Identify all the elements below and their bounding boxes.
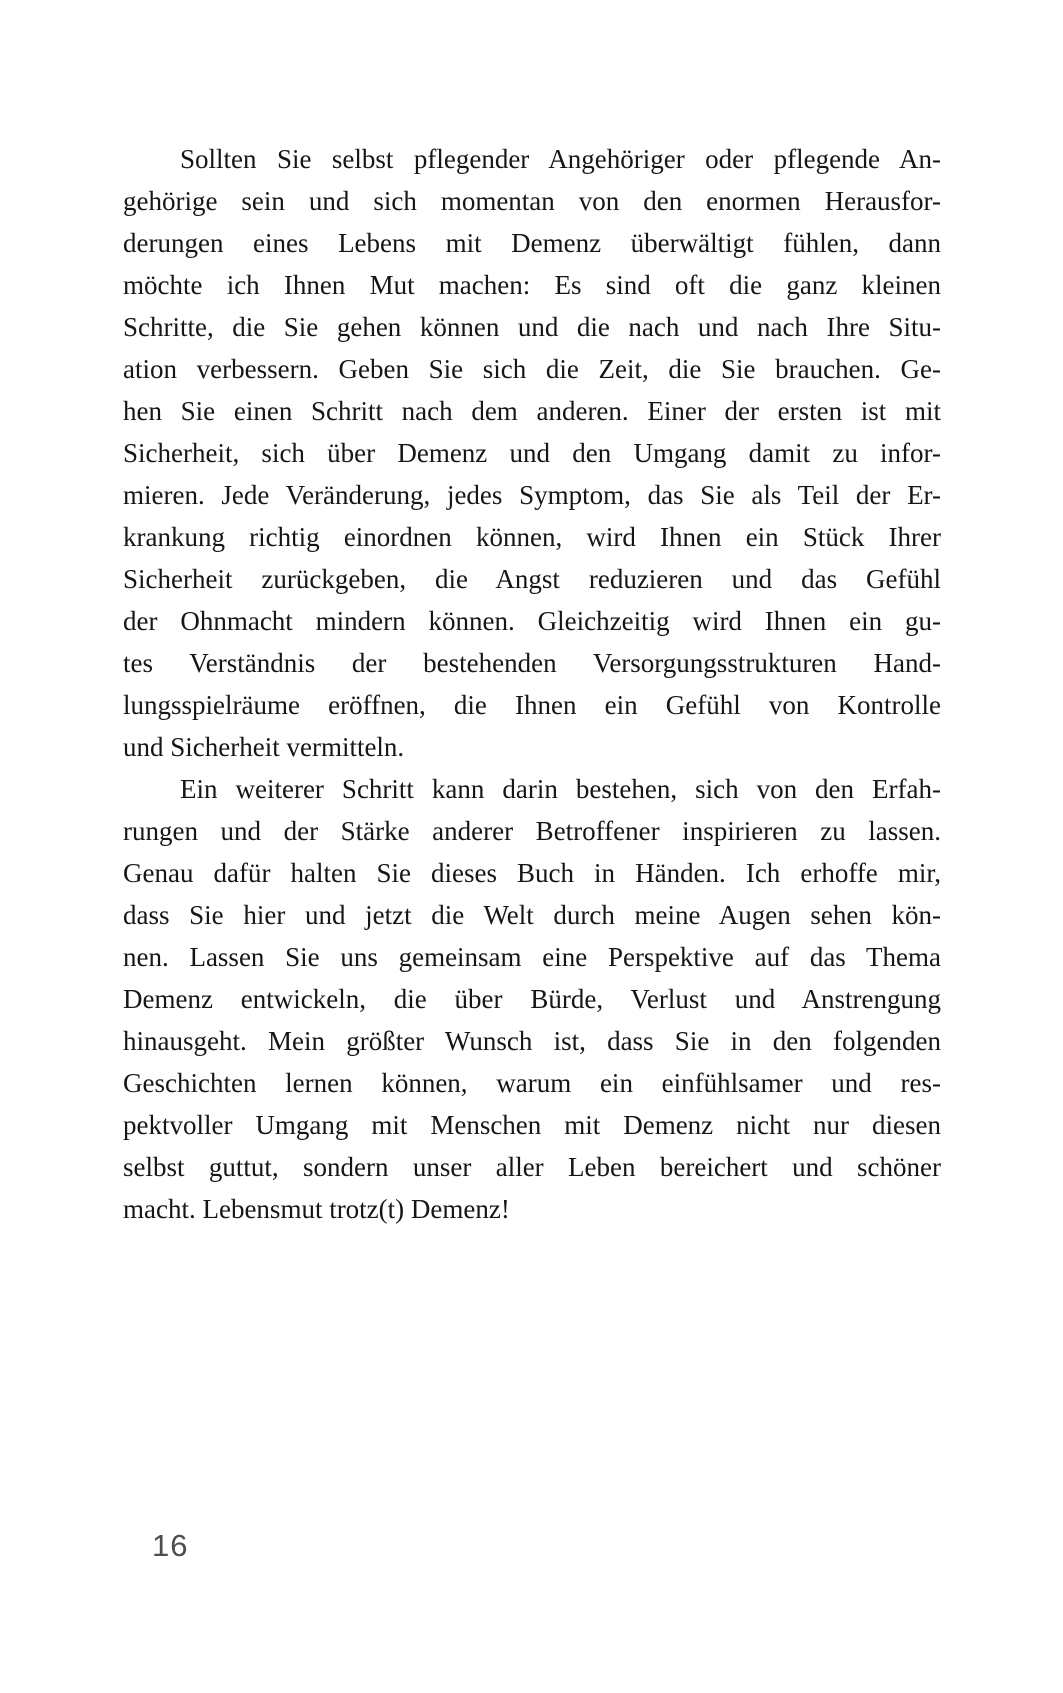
text-line: rungen und der Stärke anderer Betroffener inspirieren zu lassen. — [123, 816, 941, 846]
text-line: lungsspielräume eröffnen, die Ihnen ein Gefühl von Kontrolle — [123, 690, 941, 720]
text-line: ation verbessern. Geben Sie sich die Zeit, die Sie brauchen. Ge- — [123, 354, 941, 384]
text-line: Genau dafür halten Sie dieses Buch in Händen. Ich erhoffe mir, — [123, 858, 941, 888]
paragraph-1 — [123, 138, 941, 768]
text-line: dass Sie hier und jetzt die Welt durch meine Augen sehen kön- — [123, 900, 941, 930]
text-line: krankung richtig einordnen können, wird Ihnen ein Stück Ihrer — [123, 522, 941, 552]
text-line: gehörige sein und sich momentan von den enormen Herausfor- — [123, 186, 941, 216]
paragraph-2 — [123, 768, 941, 1230]
text-line: und Sicherheit vermitteln. — [123, 732, 405, 762]
text-line: macht. Lebensmut trotz(t) Demenz! — [123, 1194, 510, 1224]
text-line: Demenz entwickeln, die über Bürde, Verlust und Anstrengung — [123, 984, 941, 1014]
text-line: nen. Lassen Sie uns gemeinsam eine Perspektive auf das Thema — [123, 942, 941, 972]
text-line: hinausgeht. Mein größter Wunsch ist, dass Sie in den folgenden — [123, 1026, 941, 1056]
text-block — [123, 138, 941, 1230]
page-number: 16 — [152, 1528, 189, 1563]
text-line: möchte ich Ihnen Mut machen: Es sind oft die ganz kleinen — [123, 270, 941, 300]
text-line: hen Sie einen Schritt nach dem anderen. Einer der ersten ist mit — [123, 396, 941, 426]
text-line: selbst guttut, sondern unser aller Leben bereichert und schöner — [123, 1152, 941, 1182]
text-line: der Ohnmacht mindern können. Gleichzeitig wird Ihnen ein gu- — [123, 606, 941, 636]
text-line: Sicherheit, sich über Demenz und den Umgang damit zu infor- — [123, 438, 941, 468]
text-line: pektvoller Umgang mit Menschen mit Demenz nicht nur diesen — [123, 1110, 941, 1140]
text-line: Schritte, die Sie gehen können und die nach und nach Ihre Situ- — [123, 312, 941, 342]
text-line: mieren. Jede Veränderung, jedes Symptom, das Sie als Teil der Er- — [123, 480, 941, 510]
text-line: Sicherheit zurückgeben, die Angst reduzieren und das Gefühl — [123, 564, 941, 594]
text-line: derungen eines Lebens mit Demenz überwältigt fühlen, dann — [123, 228, 941, 258]
text-line: Geschichten lernen können, warum ein einfühlsamer und res- — [123, 1068, 941, 1098]
text-line: tes Verständnis der bestehenden Versorgungsstrukturen Hand- — [123, 648, 941, 678]
text-line: Sollten Sie selbst pflegender Angehöriger oder pflegende An- — [180, 144, 941, 174]
text-line: Ein weiterer Schritt kann darin bestehen, sich von den Erfah- — [180, 774, 941, 804]
